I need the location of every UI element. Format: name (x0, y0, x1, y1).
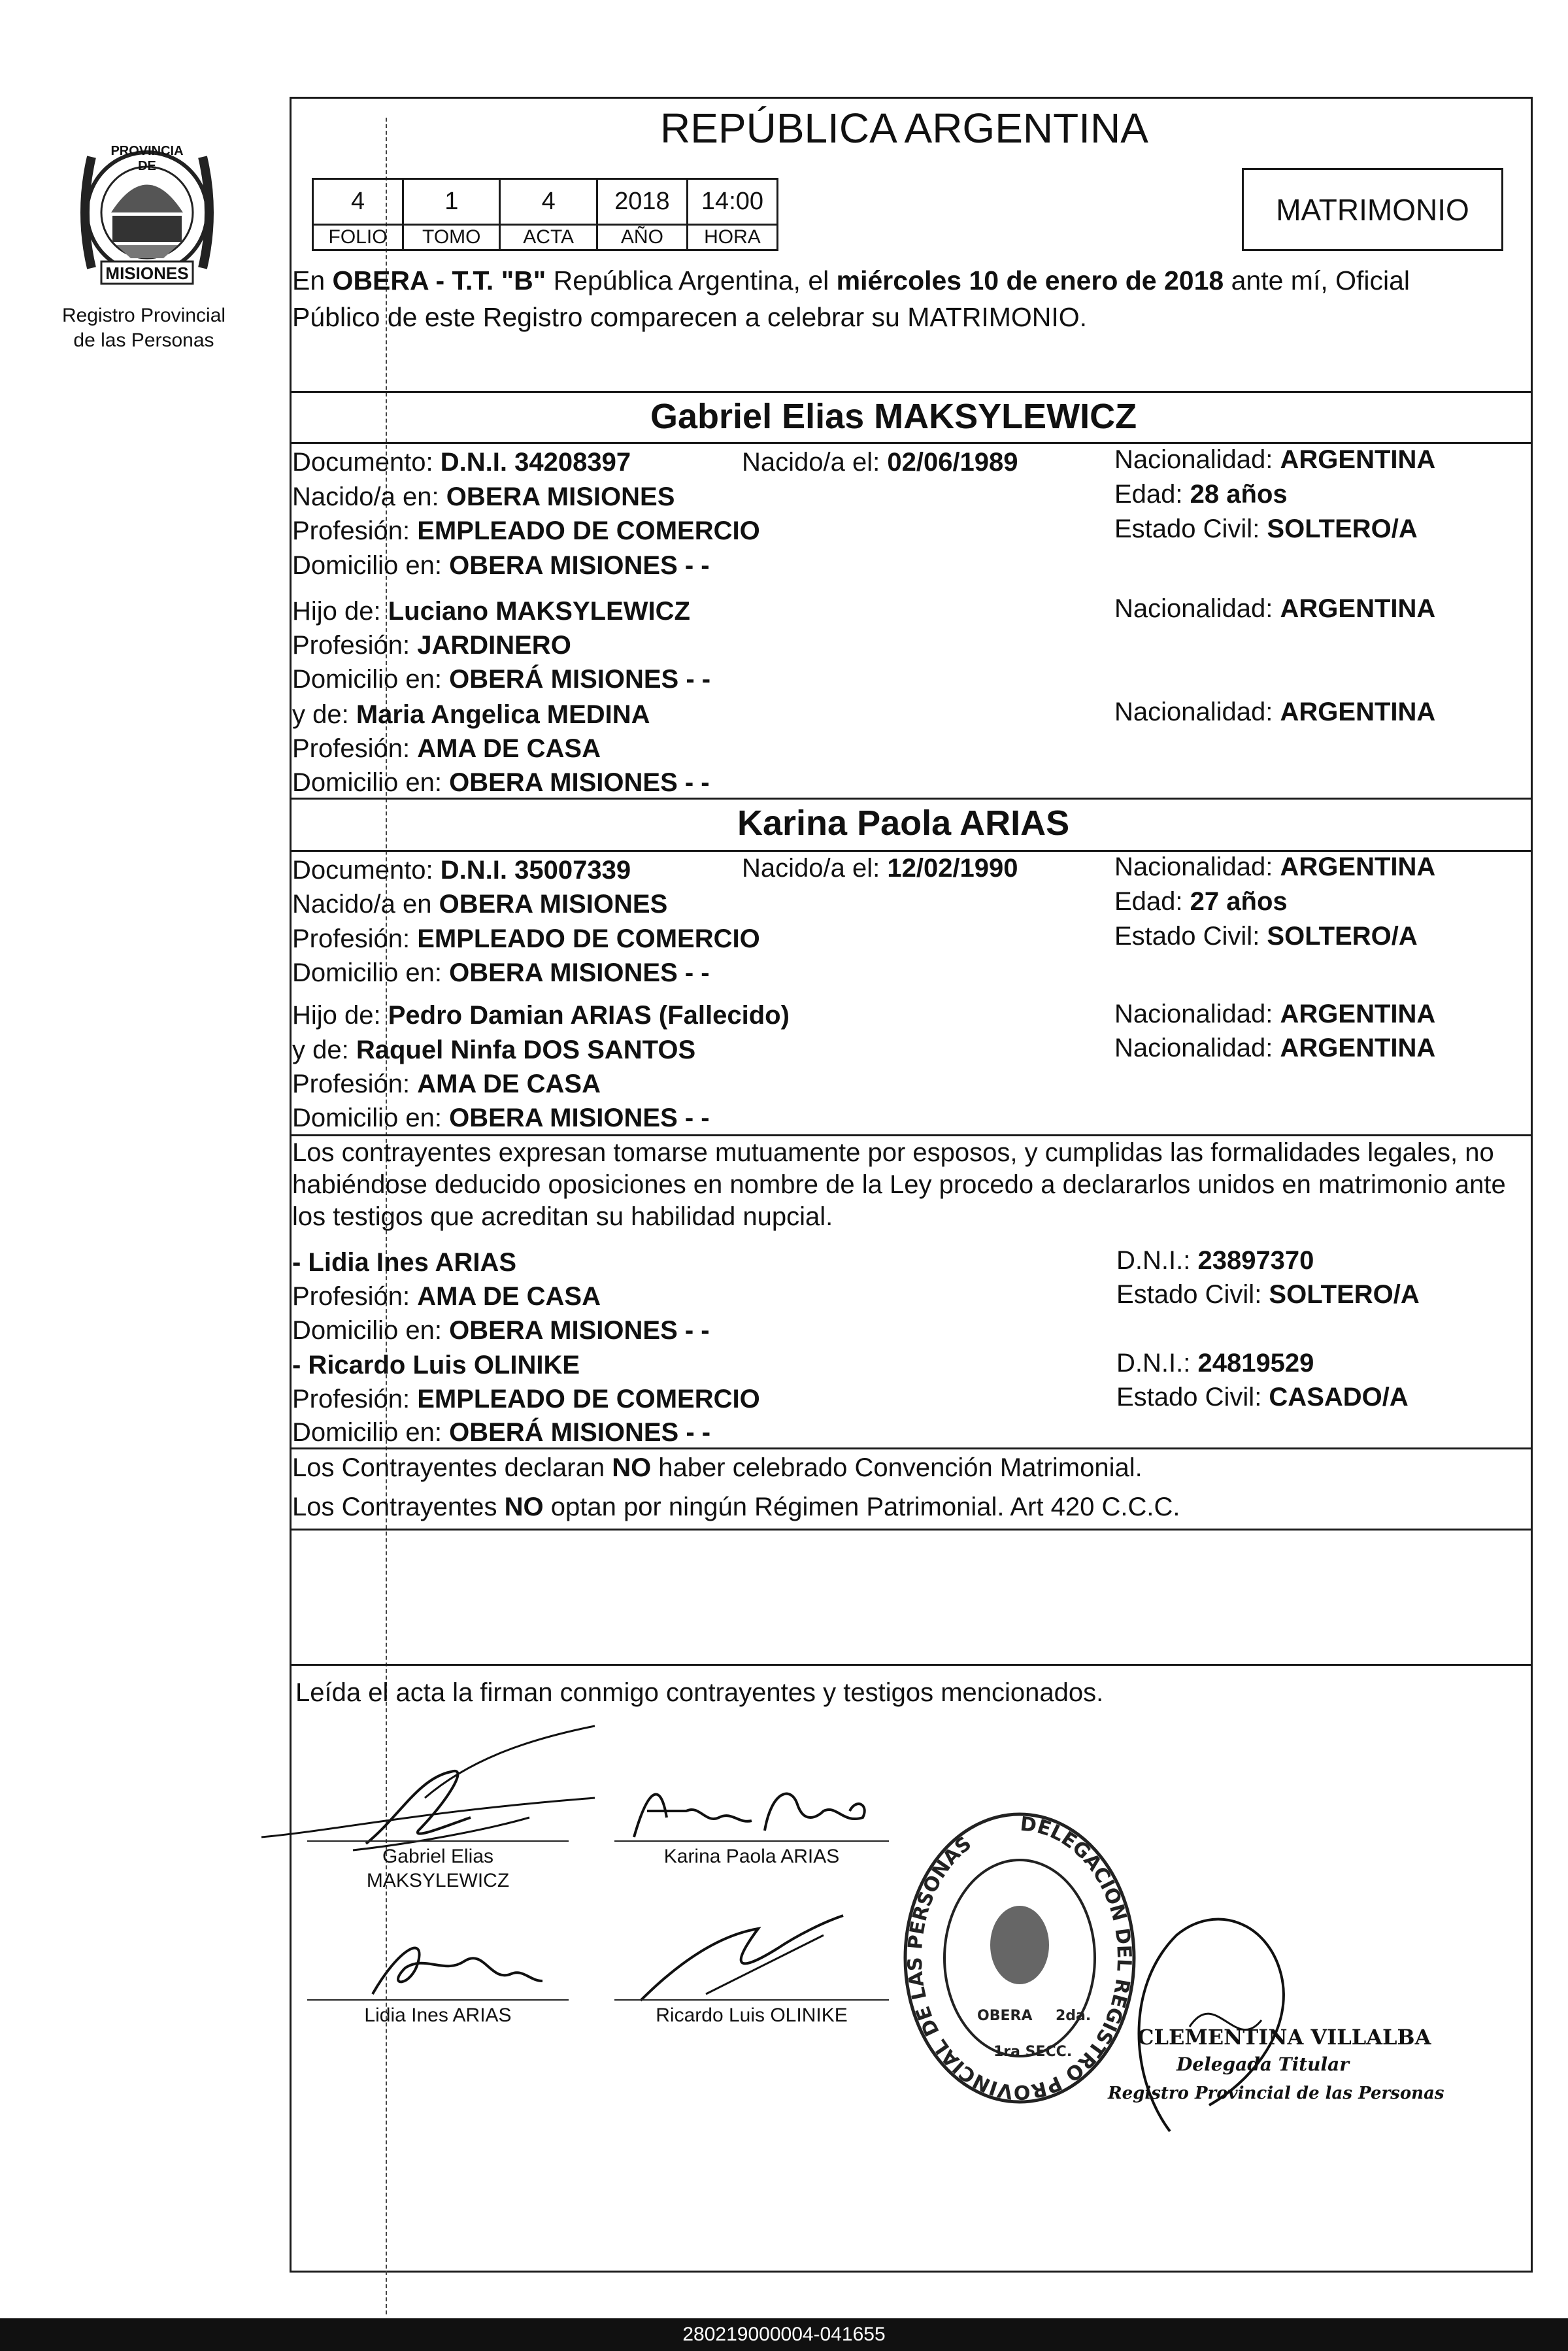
intro-line2: Público de este Registro comparecen a celebrar su MATRIMONIO. (292, 302, 1088, 332)
spouse2-document (292, 855, 631, 885)
civil-label: Estado Civil: (1116, 1383, 1269, 1412)
anio-label: AÑO (597, 225, 687, 250)
sig3-name: Lidia Ines ARIAS (364, 2004, 512, 2026)
sig2-line (614, 1840, 889, 1842)
mother-value: Raquel Ninfa DOS SANTOS (356, 1036, 696, 1064)
regime1-pre: Los Contrayentes declaran (292, 1453, 612, 1482)
civil-value: SOLTERO/A (1269, 1280, 1420, 1309)
mother-job-label: Profesión: (292, 734, 418, 763)
spouse2-born (742, 853, 1018, 883)
father-home-value: OBERÁ MISIONES - - (449, 665, 711, 694)
witness2-name: - Ricardo Luis OLINIKE (292, 1351, 580, 1379)
folio-label: FOLIO (313, 225, 403, 250)
spouse1-birthplace (292, 482, 675, 512)
spouse2-civil-status (1114, 921, 1418, 951)
spouse1-mother (292, 700, 650, 730)
job-value: AMA DE CASA (417, 1282, 601, 1311)
spouse1-name: Gabriel Elias MAKSYLEWICZ (650, 397, 1137, 436)
divider-declaration (290, 1134, 1533, 1136)
home-label: Domicilio en: (292, 551, 450, 580)
mother-job-value: AMA DE CASA (417, 734, 601, 763)
regime-line2 (292, 1492, 1180, 1522)
country-title: REPÚBLICA ARGENTINA (660, 105, 1148, 152)
spouse2-mother-nationality (1114, 1033, 1435, 1063)
witness1-civil-status (1116, 1279, 1420, 1310)
official-title: Delegada Titular (1176, 2054, 1350, 2075)
official-stamp (895, 1804, 1144, 2105)
home-label: Domicilio en: (292, 1316, 450, 1345)
divider-closing (290, 1664, 1533, 1666)
father-nat-label: Nacionalidad: (1114, 594, 1280, 623)
born-value: 12/02/1990 (887, 854, 1018, 883)
father-job-label: Profesión: (292, 631, 418, 660)
nat-value: ARGENTINA (1280, 445, 1436, 474)
intro-line1 (292, 265, 1410, 296)
civil-value: CASADO/A (1269, 1383, 1409, 1412)
signature-ricardo (627, 1909, 902, 2007)
father-value: Pedro Damian ARIAS (Fallecido) (388, 1001, 790, 1030)
divider-spouse1-name (290, 442, 1533, 444)
spouse1-father (292, 596, 690, 626)
father-nat-value: ARGENTINA (1280, 1000, 1436, 1028)
tomo-value: 1 (403, 179, 500, 225)
job-value: EMPLEADO DE COMERCIO (417, 1385, 760, 1413)
spouse1-father-home (292, 664, 710, 694)
logo-caption-line2: de las Personas (73, 330, 214, 351)
doc-label: Documento: (292, 856, 441, 885)
hora-label: HORA (687, 225, 777, 250)
acta-value: 4 (500, 179, 597, 225)
intro-place: OBERA - T.T. "B" (332, 265, 546, 296)
mother-value: Maria Angelica MEDINA (356, 700, 650, 729)
hora-value: 14:00 (687, 179, 777, 225)
mother-nat-label: Nacionalidad: (1114, 698, 1280, 726)
regime2-pre: Los Contrayentes (292, 1493, 505, 1521)
spouse1-profession (292, 516, 760, 546)
sig4-name: Ricardo Luis OLINIKE (656, 2004, 848, 2026)
dni-label: D.N.I.: (1116, 1349, 1198, 1378)
spouse2-father (292, 1000, 790, 1030)
witness1-home (292, 1315, 710, 1345)
official-org: Registro Provincial de las Personas (1108, 2084, 1444, 2103)
nat-label: Nacionalidad: (1114, 853, 1280, 881)
divider-spouse2-top (290, 798, 1533, 800)
birthplace-label: Nacido/a en (292, 890, 439, 919)
mother-label: y de: (292, 700, 356, 729)
regime2-post: optan por ningún Régimen Patrimonial. Art 420 C.C.C. (543, 1493, 1180, 1521)
folio-value: 4 (313, 179, 403, 225)
father-home-label: Domicilio en: (292, 665, 450, 694)
home-value: OBERA MISIONES - - (449, 551, 710, 580)
mother-home-value: OBERA MISIONES - - (449, 768, 710, 797)
spouse1-father-profession (292, 630, 571, 660)
mother-job-value: AMA DE CASA (417, 1070, 601, 1098)
document-id-footer (0, 2318, 1568, 2351)
document-id: 280219000004-041655 (682, 2324, 886, 2345)
stamp-inner-left: OBERA (977, 2008, 1033, 2024)
civil-label: Estado Civil: (1114, 515, 1267, 543)
stamp-inner-right: 2da. (1056, 2008, 1092, 2024)
job-label: Profesión: (292, 1385, 418, 1413)
birthplace-value: OBERA MISIONES (439, 890, 668, 919)
born-label: Nacido/a el: (742, 448, 888, 477)
sig4-line (614, 1999, 889, 2001)
sig2-name: Karina Paola ARIAS (663, 1846, 840, 1867)
nat-label: Nacionalidad: (1114, 445, 1280, 474)
closing-text: Leída el acta la firman conmigo contrayentes y testigos mencionados. (295, 1678, 1104, 1707)
birthplace-label: Nacido/a en: (292, 482, 446, 511)
regime1-no: NO (612, 1453, 652, 1482)
witness2-dni (1116, 1348, 1314, 1378)
intro-date: miércoles 10 de enero de 2018 (836, 265, 1224, 296)
nat-value: ARGENTINA (1280, 853, 1436, 881)
birthplace-value: OBERA MISIONES (446, 482, 675, 511)
home-label: Domicilio en: (292, 958, 450, 987)
job-label: Profesión: (292, 516, 418, 545)
father-value: Luciano MAKSYLEWICZ (388, 597, 690, 626)
doc-label: Documento: (292, 448, 441, 477)
divider-spouse1-top (290, 391, 1533, 393)
spouse1-age (1114, 479, 1288, 509)
age-label: Edad: (1114, 480, 1190, 509)
home-value: OBERA MISIONES - - (449, 1316, 710, 1345)
witness2-home (292, 1417, 710, 1447)
mother-home-label: Domicilio en: (292, 768, 450, 797)
official-signature (1124, 1883, 1294, 2144)
witness1-name: - Lidia Ines ARIAS (292, 1248, 517, 1277)
acta-label: ACTA (500, 225, 597, 250)
act-type-label: MATRIMONIO (1276, 192, 1469, 227)
job-value: EMPLEADO DE COMERCIO (417, 516, 760, 545)
official-name: CLEMENTINA VILLALBA (1137, 2025, 1431, 2050)
spouse1-born (742, 447, 1018, 477)
spouse1-home (292, 550, 710, 581)
mother-job-label: Profesión: (292, 1070, 418, 1098)
job-label: Profesión: (292, 1282, 418, 1311)
anio-value: 2018 (597, 179, 687, 225)
spouse2-father-nationality (1114, 999, 1435, 1029)
divider-regime (290, 1447, 1533, 1449)
spouse2-mother-profession (292, 1069, 601, 1099)
spouse1-nationality (1114, 445, 1435, 475)
civil-label: Estado Civil: (1116, 1280, 1269, 1309)
age-label: Edad: (1114, 887, 1190, 916)
sig1-name-line1: Gabriel Elias (382, 1846, 494, 1867)
sig1-name-line2: MAKSYLEWICZ (366, 1870, 510, 1891)
civil-value: SOLTERO/A (1267, 515, 1418, 543)
spouse1-mother-home (292, 768, 710, 798)
spouse2-mother (292, 1035, 695, 1065)
regime1-post: haber celebrado Convención Matrimonial. (651, 1453, 1143, 1482)
seal-bottom-text: MISIONES (105, 263, 189, 283)
age-value: 28 años (1190, 480, 1288, 509)
civil-value: SOLTERO/A (1267, 922, 1418, 951)
stamp-inner-bottom: 1ra SECC. (993, 2044, 1073, 2060)
spouse1-document (292, 447, 631, 477)
regime-line1 (292, 1453, 1143, 1483)
mother-nat-value: ARGENTINA (1280, 698, 1436, 726)
seal-top-text: PROVINCIA DE (110, 144, 184, 173)
intro-suffix: ante mí, Oficial (1224, 265, 1410, 296)
signature-lidia (346, 1922, 569, 2007)
doc-value: D.N.I. 34208397 (440, 448, 631, 477)
witness1-dni (1116, 1245, 1314, 1276)
mother-nat-label: Nacionalidad: (1114, 1034, 1280, 1062)
home-label: Domicilio en: (292, 1418, 450, 1447)
father-label: Hijo de: (292, 597, 388, 626)
dni-value: 24819529 (1197, 1349, 1314, 1378)
spouse1-mother-nationality (1114, 697, 1435, 727)
sig1-line (307, 1840, 569, 1842)
mother-nat-value: ARGENTINA (1280, 1034, 1436, 1062)
declaration-line3: los testigos que acreditan su habilidad nupcial. (292, 1202, 833, 1231)
spouse2-nationality (1114, 852, 1435, 882)
spouse2-mother-home (292, 1103, 710, 1133)
spouse2-name: Karina Paola ARIAS (737, 803, 1070, 843)
spouse2-home (292, 958, 710, 988)
intro-mid: República Argentina, el (546, 265, 837, 296)
doc-value: D.N.I. 35007339 (440, 856, 631, 885)
mother-home-value: OBERA MISIONES - - (449, 1104, 710, 1132)
home-value: OBERÁ MISIONES - - (449, 1418, 711, 1447)
spouse2-birthplace (292, 889, 667, 919)
declaration-line1: Los contrayentes expresan tomarse mutuamente por esposos, y cumplidas las formalidades legales, no (292, 1138, 1494, 1167)
home-value: OBERA MISIONES - - (449, 958, 710, 987)
declaration-line2: habiéndose deducido oposiciones en nombre de la Ley procedo a declararlos unidos en matrimonio ante (292, 1170, 1506, 1199)
spouse1-civil-status (1114, 514, 1418, 544)
logo-caption-line1: Registro Provincial (61, 305, 226, 326)
born-label: Nacido/a el: (742, 854, 888, 883)
age-value: 27 años (1190, 887, 1288, 916)
witness2-civil-status (1116, 1382, 1409, 1412)
act-type-box (1242, 168, 1503, 251)
stamp-ring-text: DELEGACION DEL REGISTRO PROVINCIAL DE LAS PERSONAS (903, 1812, 1136, 2104)
signature-karina (608, 1765, 895, 1850)
witness1-profession (292, 1281, 601, 1311)
spouse1-mother-profession (292, 734, 601, 764)
father-nat-value: ARGENTINA (1280, 594, 1436, 623)
dni-value: 23897370 (1197, 1246, 1314, 1275)
father-job-value: JARDINERO (417, 631, 571, 660)
spouse1-father-nationality (1114, 594, 1435, 624)
mother-home-label: Domicilio en: (292, 1104, 450, 1132)
mother-label: y de: (292, 1036, 356, 1064)
civil-label: Estado Civil: (1114, 922, 1267, 951)
intro-prefix: En (292, 265, 333, 296)
father-label: Hijo de: (292, 1001, 388, 1030)
sig3-line (307, 1999, 569, 2001)
tomo-label: TOMO (403, 225, 500, 250)
registry-table (312, 178, 778, 251)
witness2-profession (292, 1384, 760, 1414)
divider-regime-bottom (290, 1529, 1533, 1531)
spouse2-profession (292, 924, 760, 954)
spouse2-age (1114, 887, 1288, 917)
born-value: 02/06/1989 (887, 448, 1018, 477)
registry-logo (65, 131, 229, 294)
job-value: EMPLEADO DE COMERCIO (417, 924, 760, 953)
dni-label: D.N.I.: (1116, 1246, 1198, 1275)
father-nat-label: Nacionalidad: (1114, 1000, 1280, 1028)
job-label: Profesión: (292, 924, 418, 953)
regime2-no: NO (504, 1493, 544, 1521)
